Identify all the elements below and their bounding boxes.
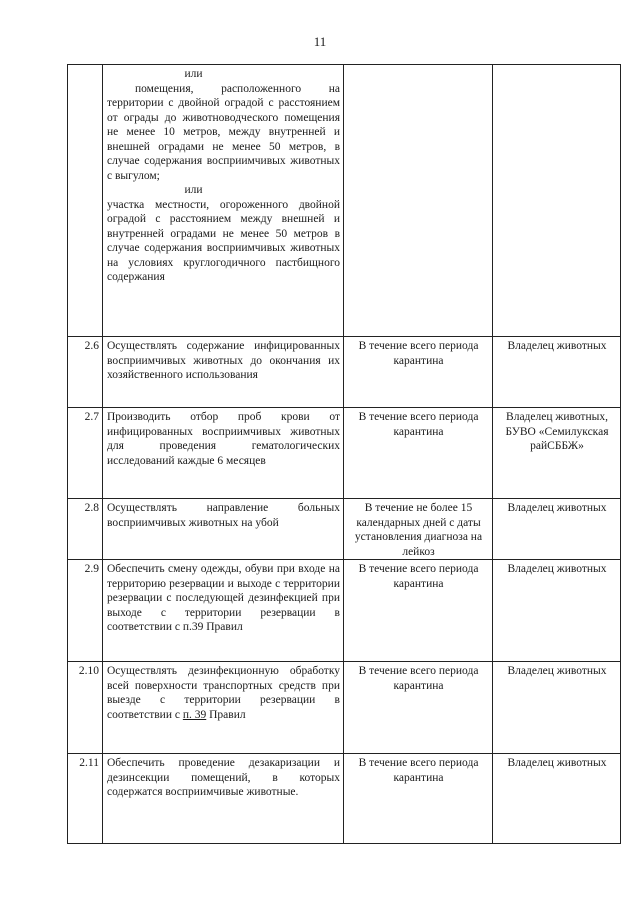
row-number-cell: 2.9 — [68, 560, 103, 662]
term-cell: В течение всего периода карантина — [344, 337, 493, 408]
row-number-cell: 2.6 — [68, 337, 103, 408]
action-cell — [103, 662, 344, 754]
table-row — [68, 65, 621, 337]
text-line: помещения, расположенного на территории с двойной оградой с расстоянием от ограды до животноводческого помещения не менее 10 метров, между внутренней и внешней оградами не менее 50 метров, в случае содержания восприимчивых животных с выгулом; — [107, 82, 340, 182]
action-text: Осуществлять направление больных восприимчивых животных на убой — [107, 502, 340, 529]
term-cell: В течение всего периода карантина — [344, 754, 493, 844]
table-row — [68, 754, 621, 844]
text-line: или — [184, 184, 203, 196]
row-number-cell: 2.11 — [68, 754, 103, 844]
term-cell: В течение всего периода карантина — [344, 662, 493, 754]
responsible-cell: Владелец животных — [493, 560, 621, 662]
table-row — [68, 408, 621, 499]
measures-table — [67, 64, 621, 844]
action-cell — [103, 408, 344, 499]
action-text: Обеспечить смену одежды, обуви при входе на территорию резервации и выходе с территории резервации с последующей дезинфекцией при выходе с территории резервации в соответствии с п.39 Правил — [107, 563, 340, 633]
action-text: Производить отбор проб крови от инфицированных восприимчивых животных для проведения гематологических исследований каждые 6 месяцев — [107, 411, 340, 467]
term-cell: В течение всего периода карантина — [344, 408, 493, 499]
action-text-part: Правил — [206, 708, 246, 721]
text-line: участка местности, огороженного двойной оградой с расстоянием между внешней и внутренней оградами не менее 50 метров в случае содержания восприимчивых животных на условиях круглогодичного пастбищного содержания — [107, 198, 340, 283]
action-text: Обеспечить проведение дезакаризации и дезинсекции помещений, в которых содержатся восприимчивые животные. — [107, 757, 340, 798]
table-row — [68, 337, 621, 408]
responsible-cell: Владелец животных — [493, 499, 621, 560]
table-row — [68, 560, 621, 662]
term-cell — [344, 65, 493, 337]
responsible-cell: Владелец животных, БУВО «Семилукская райСББЖ» — [493, 408, 621, 499]
row-number-cell: 2.8 — [68, 499, 103, 560]
text-line: или — [184, 68, 203, 80]
row-number-cell: 2.7 — [68, 408, 103, 499]
action-cell — [103, 560, 344, 662]
action-cell — [103, 499, 344, 560]
responsible-cell: Владелец животных — [493, 337, 621, 408]
rule-reference: п. 39 — [182, 708, 207, 721]
table-row — [68, 499, 621, 560]
action-cell — [103, 337, 344, 408]
action-text — [107, 664, 340, 722]
row-number-cell — [68, 65, 103, 337]
action-cell — [103, 754, 344, 844]
responsible-cell: Владелец животных — [493, 662, 621, 754]
action-text-part: Осуществлять дезинфекционную обработку всей поверхности транспортных средств при выезде с территории резервации в соответствии с — [107, 665, 340, 721]
responsible-cell: Владелец животных — [493, 754, 621, 844]
table-row — [68, 662, 621, 754]
action-text: Осуществлять содержание инфицированных восприимчивых животных до окончания их хозяйственного использования — [107, 340, 340, 381]
row-number-cell: 2.10 — [68, 662, 103, 754]
term-cell: В течение всего периода карантина — [344, 560, 493, 662]
responsible-cell — [493, 65, 621, 337]
term-cell: В течение не более 15 календарных дней с даты установления диагноза на лейкоз — [344, 499, 493, 560]
page-number: 11 — [313, 34, 327, 49]
action-cell — [103, 65, 344, 337]
